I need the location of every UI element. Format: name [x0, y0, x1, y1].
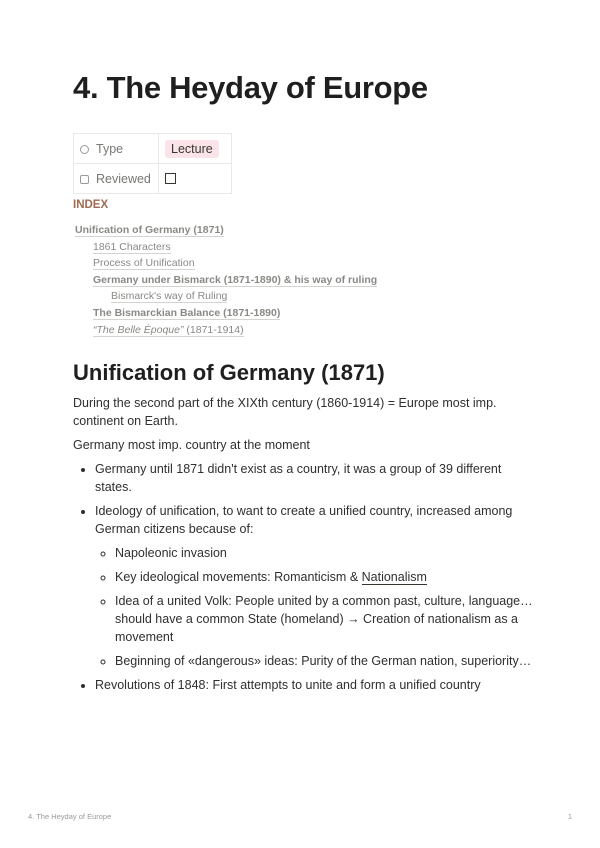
- sub-list-item-text: Key ideological movements: Romanticism &: [115, 570, 362, 584]
- toc-item[interactable]: 1861 Characters: [93, 240, 171, 253]
- toc-item[interactable]: Germany under Bismarck (1871-1890) & his way of ruling: [93, 273, 378, 286]
- properties-table: [73, 133, 232, 194]
- page-title: 4. The Heyday of Europe: [73, 70, 428, 105]
- property-reviewed-key: [74, 164, 159, 194]
- property-reviewed-label: Reviewed: [96, 171, 151, 186]
- list-item: • Germany until 1871 didn't exist as a country, it was a group of 39 different states.: [95, 460, 533, 496]
- list-item-text: Ideology of unification, to want to create a unified country, increased among German citizens because of:: [95, 504, 513, 536]
- sub-list-item: ◦ Beginning of «dangerous» ideas: Purity of the German nation, superiority…: [115, 652, 533, 670]
- section-body: [73, 394, 533, 700]
- toc-item-italic[interactable]: “The Belle Époque”: [93, 323, 184, 336]
- reviewed-checkbox[interactable]: [165, 173, 176, 184]
- property-reviewed-value-cell[interactable]: [159, 164, 232, 194]
- list-item: • Revolutions of 1848: First attempts to unite and form a unified country: [95, 676, 533, 694]
- sub-list-item: ◦ Idea of a united Volk: People united by a common past, culture, language… should have a common State (homeland) → Creation of nationalism as a movement: [115, 592, 533, 646]
- property-type-label: Type: [96, 141, 124, 156]
- toc-item[interactable]: [93, 322, 377, 339]
- page-number: 1: [567, 812, 572, 821]
- sub-list-item: [115, 568, 533, 586]
- list-item: [95, 502, 533, 670]
- select-icon: [80, 145, 89, 154]
- toc-item[interactable]: Bismarck's way of Ruling: [111, 290, 228, 303]
- toc-item[interactable]: Unification of Germany (1871): [75, 224, 224, 236]
- toc-item-dates[interactable]: (1871-1914): [183, 323, 244, 336]
- footer-title: 4. The Heyday of Europe: [28, 812, 112, 821]
- property-type-row: [74, 134, 232, 164]
- checkbox-property-icon: [80, 175, 89, 184]
- toc-item[interactable]: Process of Unification: [93, 257, 195, 270]
- nationalism-link[interactable]: Nationalism: [361, 570, 427, 584]
- sub-bullet-list: [95, 544, 533, 670]
- section-heading: Unification of Germany (1871): [73, 360, 385, 385]
- sub-list-item: ◦ Napoleonic invasion: [115, 544, 533, 562]
- paragraph: Germany most imp. country at the moment: [73, 438, 310, 452]
- index-heading: INDEX: [73, 199, 109, 211]
- property-type-key: [74, 134, 159, 164]
- type-tag[interactable]: Lecture: [165, 140, 219, 158]
- table-of-contents: [75, 222, 377, 338]
- paragraph: During the second part of the XIXth century (1860-1914) = Europe most imp. continent on Earth.: [73, 396, 497, 428]
- property-type-value-cell[interactable]: [159, 134, 232, 164]
- bullet-list: [73, 460, 533, 694]
- toc-item[interactable]: The Bismarckian Balance (1871-1890): [93, 306, 281, 319]
- property-reviewed-row: [74, 164, 232, 194]
